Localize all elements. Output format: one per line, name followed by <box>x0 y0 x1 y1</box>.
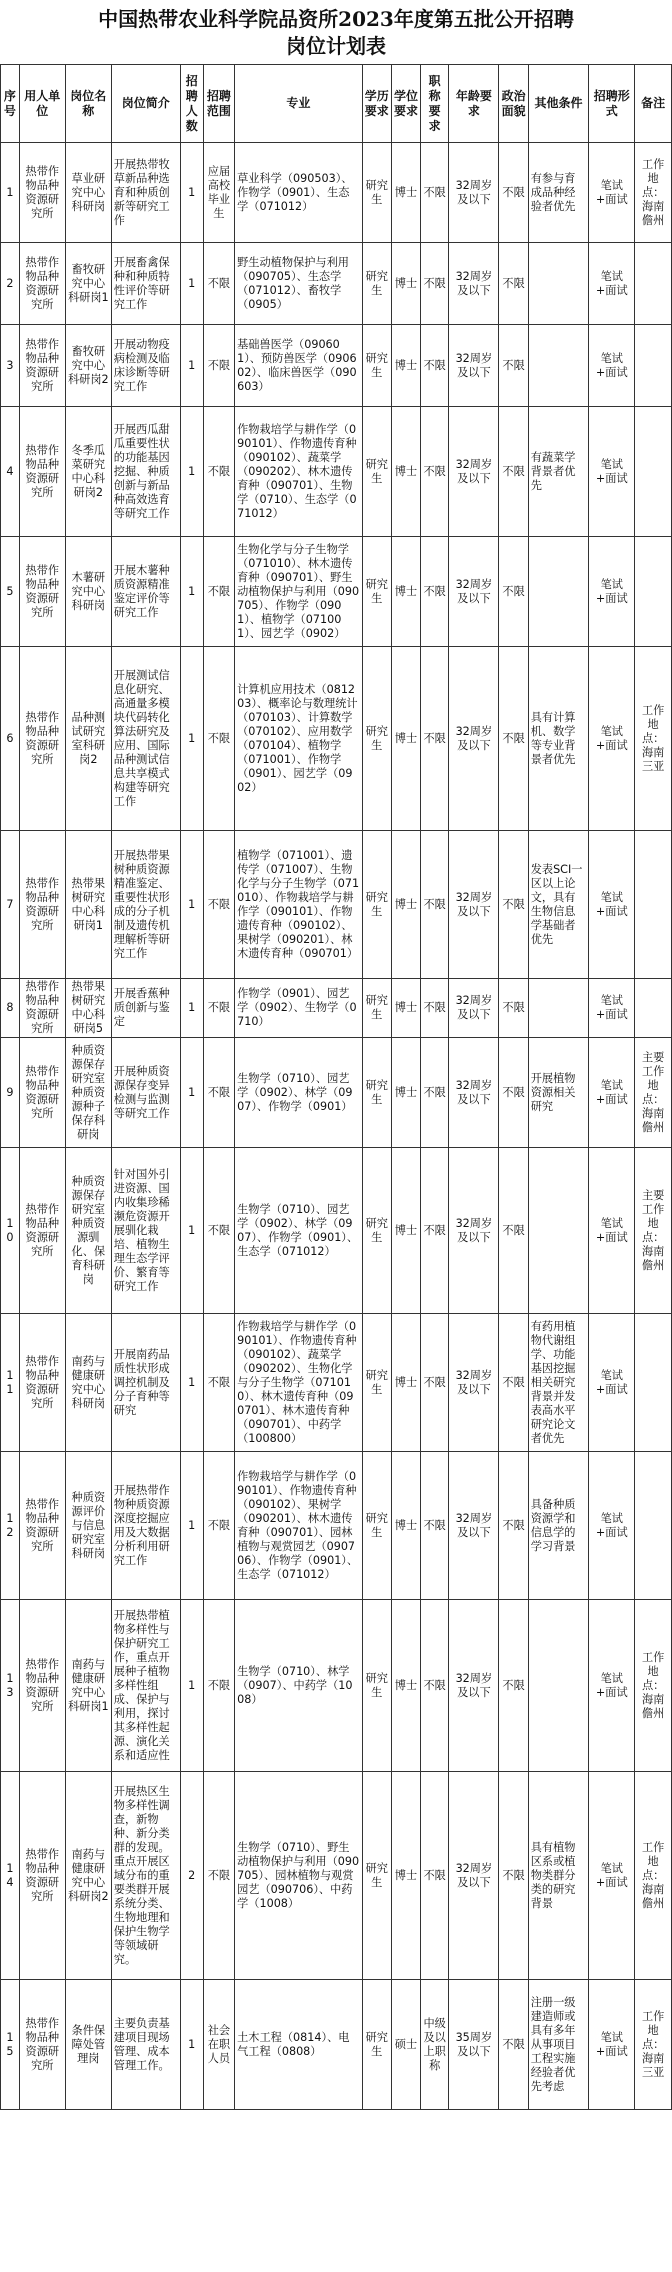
row-post-name: 南药与健康研究中心科研岗2 <box>65 1772 111 1980</box>
row-form: 笔试+面试 <box>589 1314 635 1452</box>
row-post-intro: 开展热带作物种质资源深度挖掘应用及大数据分析利用研究工作 <box>111 1452 180 1600</box>
row-politics: 不限 <box>499 831 528 979</box>
row-post-name: 热带果树研究中心科研岗5 <box>65 979 111 1038</box>
row-politics: 不限 <box>499 647 528 831</box>
row-count: 1 <box>180 979 203 1038</box>
row-age: 32周岁及以下 <box>449 1600 499 1772</box>
row-education: 研究生 <box>362 407 391 537</box>
row-major: 土木工程（0814）、电气工程（0808） <box>235 1980 363 2110</box>
row-age: 32周岁及以下 <box>449 325 499 407</box>
row-education: 研究生 <box>362 1772 391 1980</box>
row-education: 研究生 <box>362 243 391 325</box>
row-title-req: 不限 <box>421 647 449 831</box>
row-scope: 不限 <box>203 1148 234 1314</box>
row-degree: 博士 <box>391 1452 420 1600</box>
row-post-intro: 开展热带果树种质资源精准鉴定、重要性状形成的分子机制及遗传机理解析等研究工作 <box>111 831 180 979</box>
row-count: 1 <box>180 1038 203 1148</box>
table-row <box>1 1600 672 1772</box>
row-number: 8 <box>1 979 20 1038</box>
row-age: 32周岁及以下 <box>449 407 499 537</box>
row-politics: 不限 <box>499 1772 528 1980</box>
row-title-req: 不限 <box>421 1148 449 1314</box>
row-politics: 不限 <box>499 979 528 1038</box>
row-scope: 不限 <box>203 1452 234 1600</box>
row-major: 生物化学与分子生物学（071010）、林木遗传育种（090701）、野生动植物保护与利用（090705）、作物学（0901）、植物学（071001）、园艺学（0902） <box>235 537 363 647</box>
row-title-req: 不限 <box>421 1452 449 1600</box>
row-age: 35周岁及以下 <box>449 1980 499 2110</box>
row-number: 15 <box>1 1980 20 2110</box>
table-row <box>1 407 672 537</box>
row-politics: 不限 <box>499 407 528 537</box>
row-post-name: 南药与健康研究中心科研岗1 <box>65 1600 111 1772</box>
row-form: 笔试+面试 <box>589 1772 635 1980</box>
row-post-name: 木薯研究中心科研岗 <box>65 537 111 647</box>
table-row <box>1 143 672 243</box>
row-other <box>528 537 589 647</box>
row-other: 有蔬菜学背景者优先 <box>528 407 589 537</box>
header-count: 招聘人数 <box>180 65 203 143</box>
row-count: 1 <box>180 1600 203 1772</box>
row-note <box>635 1314 672 1452</box>
row-major: 计算机应用技术（081203）、概率论与数理统计（070103）、计算数学（070102）、应用数学（070104）、植物学（071001）、作物学（0901）、园艺学（0902） <box>235 647 363 831</box>
row-title-req: 不限 <box>421 243 449 325</box>
row-count: 1 <box>180 647 203 831</box>
row-count: 1 <box>180 1980 203 2110</box>
row-unit: 热带作物品种资源研究所 <box>19 407 65 537</box>
row-scope: 不限 <box>203 1314 234 1452</box>
table-row <box>1 1772 672 1980</box>
row-education: 研究生 <box>362 1314 391 1452</box>
row-title-req: 不限 <box>421 1600 449 1772</box>
row-politics: 不限 <box>499 1980 528 2110</box>
row-age: 32周岁及以下 <box>449 1772 499 1980</box>
row-note: 工作地点：海南儋州 <box>635 1600 672 1772</box>
header-form: 招聘形式 <box>589 65 635 143</box>
row-scope: 不限 <box>203 1600 234 1772</box>
row-post-intro: 开展南药品质性状形成调控机制及分子育种等研究 <box>111 1314 180 1452</box>
table-row <box>1 1038 672 1148</box>
header-age: 年龄要求 <box>449 65 499 143</box>
row-number: 13 <box>1 1600 20 1772</box>
row-degree: 博士 <box>391 1148 420 1314</box>
row-post-intro: 开展热带植物多样性与保护研究工作，重点开展种子植物多样性组成、保护与利用，探讨其多样性起源、演化关系和适应性 <box>111 1600 180 1772</box>
row-degree: 博士 <box>391 1600 420 1772</box>
row-age: 32周岁及以下 <box>449 243 499 325</box>
row-post-intro: 开展香蕉种质创新与鉴定 <box>111 979 180 1038</box>
row-title-req: 不限 <box>421 831 449 979</box>
row-education: 研究生 <box>362 979 391 1038</box>
row-post-name: 畜牧研究中心科研岗1 <box>65 243 111 325</box>
table-row <box>1 979 672 1038</box>
row-major: 生物学（0710）、林学（0907）、中药学（1008） <box>235 1600 363 1772</box>
row-number: 10 <box>1 1148 20 1314</box>
header-other: 其他条件 <box>528 65 589 143</box>
row-post-name: 冬季瓜菜研究中心科研岗2 <box>65 407 111 537</box>
header-education: 学历要求 <box>362 65 391 143</box>
page-title <box>0 6 672 60</box>
row-unit: 热带作物品种资源研究所 <box>19 143 65 243</box>
row-note <box>635 831 672 979</box>
row-post-intro: 开展种质资源保存变异检测与监测等研究工作 <box>111 1038 180 1148</box>
row-degree: 博士 <box>391 243 420 325</box>
table-row <box>1 1148 672 1314</box>
row-scope: 不限 <box>203 537 234 647</box>
row-unit: 热带作物品种资源研究所 <box>19 1148 65 1314</box>
table-row <box>1 537 672 647</box>
row-number: 2 <box>1 243 20 325</box>
row-form: 笔试+面试 <box>589 243 635 325</box>
row-age: 32周岁及以下 <box>449 537 499 647</box>
header-post-intro: 岗位简介 <box>111 65 180 143</box>
row-unit: 热带作物品种资源研究所 <box>19 1038 65 1148</box>
row-education: 研究生 <box>362 1600 391 1772</box>
row-post-name: 种质资源保存研究室种质资源种子保存科研岗 <box>65 1038 111 1148</box>
row-count: 1 <box>180 1314 203 1452</box>
row-note <box>635 243 672 325</box>
row-degree: 硕士 <box>391 1980 420 2110</box>
row-count: 1 <box>180 143 203 243</box>
row-scope: 社会在职人员 <box>203 1980 234 2110</box>
table-row <box>1 647 672 831</box>
row-scope: 不限 <box>203 831 234 979</box>
row-post-intro: 开展木薯种质资源精准鉴定评价等研究工作 <box>111 537 180 647</box>
row-number: 6 <box>1 647 20 831</box>
row-note: 工作地点：海南三亚 <box>635 647 672 831</box>
row-major: 植物学（071001）、遗传学（071007）、生物化学与分子生物学（071010）、作物栽培学与耕作学（090101）、作物遗传育种（090102）、果树学（090201）、林木遗传育种（090701） <box>235 831 363 979</box>
row-form: 笔试+面试 <box>589 1038 635 1148</box>
row-major: 生物学（0710）、园艺学（0902）、林学（0907）、作物学（0901） <box>235 1038 363 1148</box>
row-age: 32周岁及以下 <box>449 647 499 831</box>
row-scope: 不限 <box>203 243 234 325</box>
row-unit: 热带作物品种资源研究所 <box>19 325 65 407</box>
row-politics: 不限 <box>499 1600 528 1772</box>
row-unit: 热带作物品种资源研究所 <box>19 537 65 647</box>
row-politics: 不限 <box>499 1452 528 1600</box>
row-form: 笔试+面试 <box>589 143 635 243</box>
row-post-intro: 针对国外引进资源、国内收集珍稀濒危资源开展驯化栽培、植物生理生态学评价、繁育等研究工作 <box>111 1148 180 1314</box>
row-scope: 不限 <box>203 1772 234 1980</box>
row-form: 笔试+面试 <box>589 407 635 537</box>
row-politics: 不限 <box>499 143 528 243</box>
row-politics: 不限 <box>499 1314 528 1452</box>
row-education: 研究生 <box>362 1148 391 1314</box>
row-post-name: 条件保障处管理岗 <box>65 1980 111 2110</box>
row-age: 32周岁及以下 <box>449 1314 499 1452</box>
header-number: 序号 <box>1 65 20 143</box>
row-major: 草业科学（090503）、作物学（0901）、生态学（071012） <box>235 143 363 243</box>
header-note: 备注 <box>635 65 672 143</box>
row-title-req: 不限 <box>421 143 449 243</box>
row-form: 笔试+面试 <box>589 979 635 1038</box>
row-education: 研究生 <box>362 831 391 979</box>
row-degree: 博士 <box>391 537 420 647</box>
table-row <box>1 243 672 325</box>
row-major: 野生动植物保护与利用（090705）、生态学（071012）、畜牧学（0905） <box>235 243 363 325</box>
row-education: 研究生 <box>362 1038 391 1148</box>
row-post-intro: 开展西瓜甜瓜重要性状的功能基因挖掘、种质创新与新品种高效选育等研究工作 <box>111 407 180 537</box>
row-age: 32周岁及以下 <box>449 1452 499 1600</box>
title-line-2: 岗位计划表 <box>286 34 386 58</box>
row-note <box>635 325 672 407</box>
row-degree: 博士 <box>391 831 420 979</box>
header-politics: 政治面貌 <box>499 65 528 143</box>
row-unit: 热带作物品种资源研究所 <box>19 1772 65 1980</box>
row-number: 11 <box>1 1314 20 1452</box>
row-major: 生物学（0710）、野生动植物保护与利用（090705）、园林植物与观赏园艺（090706）、中药学（1008） <box>235 1772 363 1980</box>
row-other <box>528 325 589 407</box>
row-unit: 热带作物品种资源研究所 <box>19 1314 65 1452</box>
row-other: 具有植物区系或植物类群分类的研究背景 <box>528 1772 589 1980</box>
row-degree: 博士 <box>391 1038 420 1148</box>
row-age: 32周岁及以下 <box>449 1148 499 1314</box>
row-number: 12 <box>1 1452 20 1600</box>
row-politics: 不限 <box>499 537 528 647</box>
row-degree: 博士 <box>391 1314 420 1452</box>
row-scope: 不限 <box>203 325 234 407</box>
row-other: 有药用植物代谢组学、功能基因挖掘相关研究背景并发表高水平研究论文者优先 <box>528 1314 589 1452</box>
row-age: 32周岁及以下 <box>449 1038 499 1148</box>
row-degree: 博士 <box>391 143 420 243</box>
table-row <box>1 831 672 979</box>
row-other <box>528 243 589 325</box>
row-number: 14 <box>1 1772 20 1980</box>
header-row <box>1 65 672 143</box>
row-number: 4 <box>1 407 20 537</box>
row-note: 主要工作地点：海南儋州 <box>635 1148 672 1314</box>
row-post-intro: 开展热区生物多样性调查，新物种、新分类群的发现。重点开展区域分布的重要类群开展系统分类、生物地理和保护生物学等领域研究。 <box>111 1772 180 1980</box>
row-other: 发表SCI一区以上论文，具有生物信息学基础者优先 <box>528 831 589 979</box>
row-education: 研究生 <box>362 325 391 407</box>
row-age: 32周岁及以下 <box>449 979 499 1038</box>
row-other <box>528 979 589 1038</box>
row-title-req: 不限 <box>421 407 449 537</box>
row-post-name: 品种测试研究室科研岗2 <box>65 647 111 831</box>
recruitment-table <box>0 64 672 2110</box>
row-note <box>635 1452 672 1600</box>
row-note: 主要工作地点：海南儋州 <box>635 1038 672 1148</box>
row-post-name: 热带果树研究中心科研岗1 <box>65 831 111 979</box>
row-note <box>635 537 672 647</box>
table-row <box>1 1314 672 1452</box>
row-other <box>528 1148 589 1314</box>
header-post-name: 岗位名称 <box>65 65 111 143</box>
row-other: 具有计算机、数学等专业背景者优先 <box>528 647 589 831</box>
row-age: 32周岁及以下 <box>449 831 499 979</box>
row-title-req: 中级及以上职称 <box>421 1980 449 2110</box>
row-scope: 不限 <box>203 647 234 831</box>
row-title-req: 不限 <box>421 1314 449 1452</box>
row-post-intro: 开展动物疫病检测及临床诊断等研究工作 <box>111 325 180 407</box>
row-post-name: 畜牧研究中心科研岗2 <box>65 325 111 407</box>
row-other: 开展植物资源相关研究 <box>528 1038 589 1148</box>
row-form: 笔试+面试 <box>589 1980 635 2110</box>
row-count: 1 <box>180 1452 203 1600</box>
row-number: 5 <box>1 537 20 647</box>
row-degree: 博士 <box>391 325 420 407</box>
table-row <box>1 1980 672 2110</box>
row-form: 笔试+面试 <box>589 1148 635 1314</box>
row-other: 有参与育成品种经验者优先 <box>528 143 589 243</box>
row-unit: 热带作物品种资源研究所 <box>19 831 65 979</box>
row-note <box>635 979 672 1038</box>
row-other: 注册一级建造师或具有多年从事项目工程实施经验者优先考虑 <box>528 1980 589 2110</box>
row-form: 笔试+面试 <box>589 647 635 831</box>
row-scope: 不限 <box>203 979 234 1038</box>
row-title-req: 不限 <box>421 1772 449 1980</box>
row-count: 1 <box>180 407 203 537</box>
row-number: 1 <box>1 143 20 243</box>
row-politics: 不限 <box>499 1038 528 1148</box>
row-major: 作物栽培学与耕作学（090101）、作物遗传育种（090102）、果树学（090201）、林木遗传育种（090701）、园林植物与观赏园艺（090706）、作物学（0901）、生态学（071012） <box>235 1452 363 1600</box>
row-major: 生物学（0710）、园艺学（0902）、林学（0907）、作物学（0901）、生态学（071012） <box>235 1148 363 1314</box>
header-major: 专业 <box>235 65 363 143</box>
row-unit: 热带作物品种资源研究所 <box>19 647 65 831</box>
row-count: 1 <box>180 243 203 325</box>
row-other <box>528 1600 589 1772</box>
row-unit: 热带作物品种资源研究所 <box>19 979 65 1038</box>
title-line-1: 中国热带农业科学院品资所2023年度第五批公开招聘 <box>98 7 574 31</box>
row-form: 笔试+面试 <box>589 1600 635 1772</box>
row-degree: 博士 <box>391 1772 420 1980</box>
row-count: 1 <box>180 325 203 407</box>
row-post-name: 南药与健康研究中心科研岗 <box>65 1314 111 1452</box>
row-number: 3 <box>1 325 20 407</box>
row-form: 笔试+面试 <box>589 831 635 979</box>
row-post-name: 种质资源保存研究室种质资源驯化、保育科研岗 <box>65 1148 111 1314</box>
header-scope: 招聘范围 <box>203 65 234 143</box>
table-body <box>1 143 672 2110</box>
header-unit: 用人单位 <box>19 65 65 143</box>
row-form: 笔试+面试 <box>589 1452 635 1600</box>
row-education: 研究生 <box>362 1980 391 2110</box>
row-scope: 应届高校毕业生 <box>203 143 234 243</box>
table-row <box>1 1452 672 1600</box>
row-post-name: 草业研究中心科研岗 <box>65 143 111 243</box>
row-unit: 热带作物品种资源研究所 <box>19 243 65 325</box>
row-post-intro: 主要负责基建项目现场管理、成本管理工作。 <box>111 1980 180 2110</box>
row-major: 作物栽培学与耕作学（090101）、作物遗传育种（090102）、蔬菜学（090202）、生物化学与分子生物学（071010）、林木遗传育种（090701）、林木遗传育种（090701）、中药学（100800） <box>235 1314 363 1452</box>
table-row <box>1 325 672 407</box>
row-number: 9 <box>1 1038 20 1148</box>
row-major: 基础兽医学（090601）、预防兽医学（090602）、临床兽医学（090603） <box>235 325 363 407</box>
row-count: 1 <box>180 537 203 647</box>
row-title-req: 不限 <box>421 537 449 647</box>
row-education: 研究生 <box>362 647 391 831</box>
row-unit: 热带作物品种资源研究所 <box>19 1600 65 1772</box>
row-post-name: 种质资源评价与信息研究室科研岗 <box>65 1452 111 1600</box>
row-major: 作物学（0901）、园艺学（0902）、生物学（0710） <box>235 979 363 1038</box>
header-title-req: 职称要求 <box>421 65 449 143</box>
row-other: 具备种质资源学和信息学的学习背景 <box>528 1452 589 1600</box>
row-post-intro: 开展畜禽保种和种质特性评价等研究工作 <box>111 243 180 325</box>
row-post-intro: 开展热带牧草新品种选育和种质创新等研究工作 <box>111 143 180 243</box>
row-unit: 热带作物品种资源研究所 <box>19 1980 65 2110</box>
row-title-req: 不限 <box>421 325 449 407</box>
row-degree: 博士 <box>391 407 420 537</box>
row-unit: 热带作物品种资源研究所 <box>19 1452 65 1600</box>
row-degree: 博士 <box>391 647 420 831</box>
row-number: 7 <box>1 831 20 979</box>
row-note: 工作地点：海南儋州 <box>635 143 672 243</box>
row-degree: 博士 <box>391 979 420 1038</box>
row-title-req: 不限 <box>421 979 449 1038</box>
row-note <box>635 407 672 537</box>
row-count: 1 <box>180 831 203 979</box>
row-title-req: 不限 <box>421 1038 449 1148</box>
row-politics: 不限 <box>499 1148 528 1314</box>
row-count: 2 <box>180 1772 203 1980</box>
row-politics: 不限 <box>499 325 528 407</box>
row-post-intro: 开展测试信息化研究、高通量多模块代码转化算法研究及应用、国际品种测试信息共享模式构建等研究工作 <box>111 647 180 831</box>
row-politics: 不限 <box>499 243 528 325</box>
row-scope: 不限 <box>203 407 234 537</box>
row-form: 笔试+面试 <box>589 537 635 647</box>
row-note: 工作地点：海南儋州 <box>635 1772 672 1980</box>
header-degree: 学位要求 <box>391 65 420 143</box>
row-form: 笔试+面试 <box>589 325 635 407</box>
row-education: 研究生 <box>362 1452 391 1600</box>
row-education: 研究生 <box>362 143 391 243</box>
row-scope: 不限 <box>203 1038 234 1148</box>
row-note: 工作地点：海南三亚 <box>635 1980 672 2110</box>
row-age: 32周岁及以下 <box>449 143 499 243</box>
row-count: 1 <box>180 1148 203 1314</box>
row-education: 研究生 <box>362 537 391 647</box>
row-major: 作物栽培学与耕作学（090101）、作物遗传育种（090102）、蔬菜学（090202）、林木遗传育种（090701）、生物学（0710）、生态学（071012） <box>235 407 363 537</box>
